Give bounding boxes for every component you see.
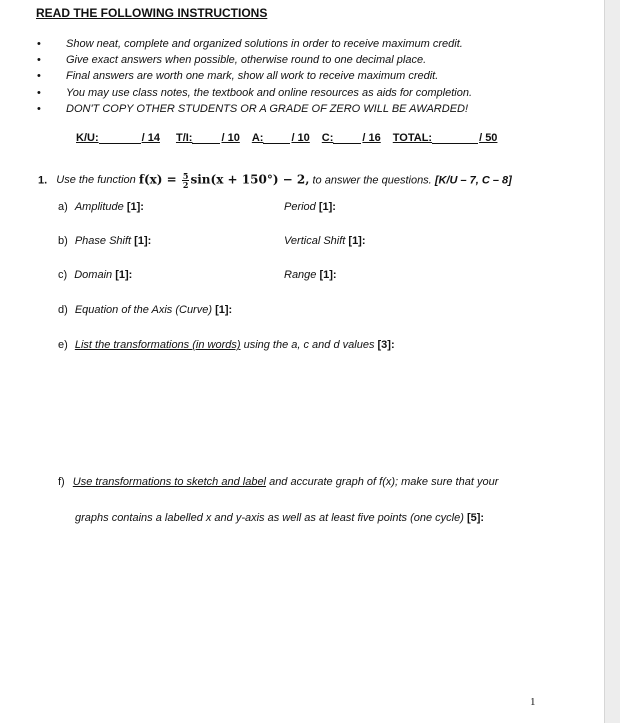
instructions-heading: READ THE FOLLOWING INSTRUCTIONS <box>36 6 268 20</box>
score-summary <box>76 132 497 144</box>
question-number: 1. <box>38 174 48 187</box>
instruction-item: • You may use class notes, the textbook and online resources as aids for completion. <box>36 85 472 101</box>
fraction-denominator: 2 <box>182 180 189 190</box>
fraction <box>182 172 190 189</box>
part-range: Range [1]: <box>284 269 337 281</box>
bullet-icon: • <box>37 86 41 99</box>
part-d-axis-equation: d) Equation of the Axis (Curve) [1]: <box>58 304 233 316</box>
score-ti-max: / 10 <box>221 132 240 144</box>
score-c-label: C: <box>321 132 334 144</box>
part-a-amplitude: a) Amplitude [1]: <box>58 201 144 213</box>
bullet-icon: • <box>37 38 41 50</box>
score-ku-label: K/U: <box>76 132 99 144</box>
score-ti-label: T/I: <box>175 132 193 144</box>
part-c-domain: c) Domain [1]: <box>58 269 133 281</box>
instruction-item: • Show neat, complete and organized solutions in order to receive maximum credit. <box>36 36 472 52</box>
score-a-max: / 10 <box>291 132 310 144</box>
question-1 <box>38 172 512 189</box>
score-ku-blank <box>99 132 141 144</box>
score-ku-max: / 14 <box>141 132 160 144</box>
part-period: Period [1]: <box>284 201 336 213</box>
part-f-sketch-line2: graphs contains a labelled x and y-axis as well as at least five points (one cycle) [5]: <box>75 512 485 524</box>
instructions-list <box>36 36 472 117</box>
instruction-item: • Final answers are worth one mark, show all work to receive maximum credit. <box>36 68 472 84</box>
part-b-phase-shift: b) Phase Shift [1]: <box>58 235 152 247</box>
instruction-item: • DON'T COPY OTHER STUDENTS OR A GRADE OF ZERO WILL BE AWARDED! <box>36 101 472 117</box>
page-edge <box>604 0 620 723</box>
bullet-icon: • <box>37 54 41 67</box>
score-total-blank <box>432 132 478 144</box>
score-total-max: / 50 <box>479 132 498 144</box>
fraction-numerator: 5 <box>182 171 189 181</box>
question-marks: [K/U – 7, C – 8] <box>434 174 512 187</box>
score-a-blank <box>263 132 290 144</box>
question-prompt-tail: to answer the questions. <box>312 174 432 187</box>
instruction-item: • Give exact answers when possible, otherwise round to one decimal place. <box>36 52 472 68</box>
bullet-icon: • <box>37 102 41 115</box>
function-rhs: sin(x + 150°) − 2, <box>190 172 310 187</box>
bullet-icon: • <box>37 70 41 83</box>
score-c-blank <box>333 132 361 144</box>
score-c-max: / 16 <box>362 132 381 144</box>
part-e-transformations: e) List the transformations (in words) using the a, c and d values [3]: <box>58 339 395 351</box>
score-ti-blank <box>192 132 220 144</box>
page-number: 1 <box>530 696 536 708</box>
question-prompt: Use the function <box>56 174 136 187</box>
score-total-label: TOTAL: <box>392 132 433 144</box>
part-f-sketch: f) Use transformations to sketch and label and accurate graph of f(x); make sure that your <box>58 476 499 488</box>
function-lhs: f(x) = <box>138 172 181 187</box>
score-a-label: A: <box>251 132 264 144</box>
part-vertical-shift: Vertical Shift [1]: <box>284 235 366 247</box>
